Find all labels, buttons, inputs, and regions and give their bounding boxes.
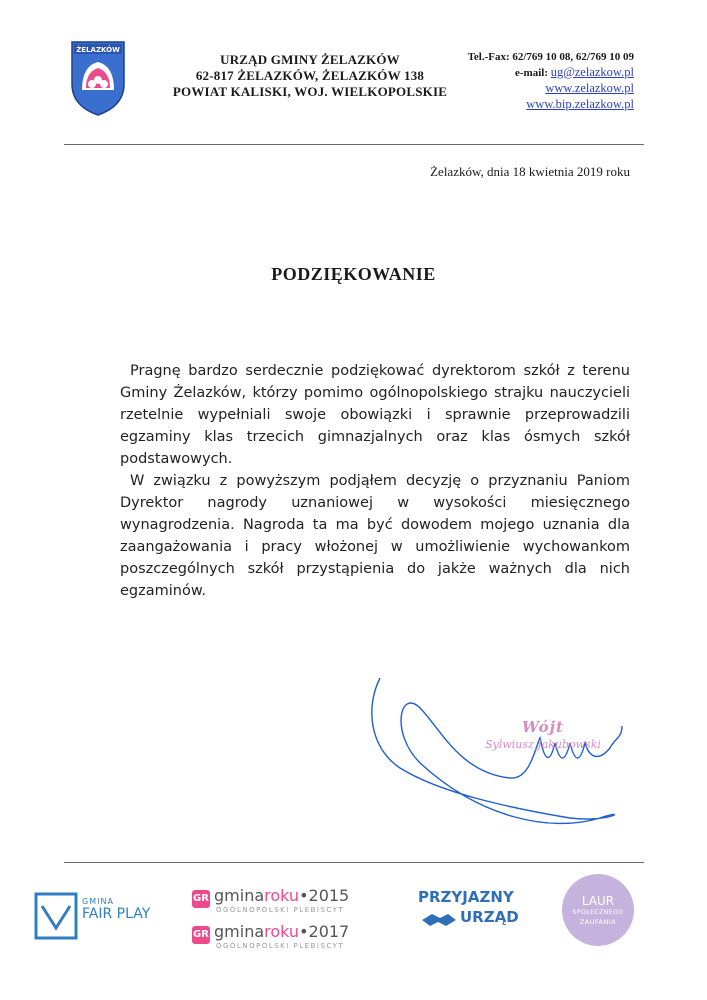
gmina-roku-wordmark: gminaroku•2015 <box>214 886 350 905</box>
municipality-crest-logo <box>68 38 128 118</box>
paragraph-1: Pragnę bardzo serdecznie podziękować dyrektorom szkół z terenu Gminy Żelazków, którzy pomimo ogólnopolskiego strajku nauczycieli rzetelnie wypełniali swoje obowiązki i sprawnie przeprowadzili egzaminy klas trzecich gimnazjalnych oraz klas ósmych szkół podstawowych. <box>120 363 630 467</box>
email-line <box>440 65 634 81</box>
phone-label: Tel.-Fax: <box>467 51 510 63</box>
fair-play-small-text: GMINA <box>82 897 114 906</box>
office-region: POWIAT KALISKI, WOJ. WIELKOPOLSKIE <box>172 84 448 99</box>
gmina-roku-wordmark: gminaroku•2017 <box>214 922 350 941</box>
office-address-block <box>160 52 460 100</box>
email-label: e-mail: <box>515 67 548 79</box>
przyjazny-urzad-logo <box>418 888 538 946</box>
laur-line2: SPOŁECZNEGO <box>572 909 624 916</box>
crest-label: ŻELAZKÓW <box>76 46 120 54</box>
gmina-roku-subtitle: OGÓLNOPOLSKI PLEBISCYT <box>216 942 345 950</box>
fair-play-big-text: FAIR PLAY <box>82 906 151 922</box>
gmina-roku-2015-logo <box>192 886 372 922</box>
contact-block <box>440 50 634 113</box>
footer-divider <box>64 862 644 863</box>
bip-website-link[interactable]: www.bip.zelazkow.pl <box>526 97 634 111</box>
signer-name: Sylwiusz Jakubowski <box>485 738 601 751</box>
phone-line <box>440 50 634 65</box>
place-and-date: Żelazków, dnia 18 kwietnia 2019 roku <box>430 164 630 179</box>
phone-value: 62/769 10 08, 62/769 10 09 <box>512 51 634 63</box>
gmina-roku-subtitle: OGÓLNOPOLSKI PLEBISCYT <box>216 906 345 914</box>
laur-line3: ZAUFANIA <box>579 918 617 926</box>
signer-role: Wójt <box>522 718 564 736</box>
przyjazny-line2: URZĄD <box>460 908 519 926</box>
gmina-roku-2017-logo <box>192 922 372 958</box>
handwritten-signature <box>360 668 660 843</box>
fair-play-logo-text <box>82 897 150 922</box>
signature-stamp <box>478 718 608 751</box>
website-link[interactable]: www.zelazkow.pl <box>545 81 634 95</box>
letter-title: PODZIĘKOWANIE <box>271 264 436 284</box>
gmina-roku-badge: GR <box>192 890 210 908</box>
signature-area <box>360 668 660 843</box>
gmina-roku-badge: GR <box>192 926 210 944</box>
letter-body <box>120 360 630 602</box>
paragraph-2: W związku z powyższym podjąłem decyzję o przyznaniu Paniom Dyrektor nagrody uznaniowej w wysokości miesięcznego wynagrodzenia. Nagroda ta ma być dowodem mojego uznania dla zaangażowania i pracy włożonej w umożliwienie wychowankom poszczególnych szkół przystąpienia do jakże ważnych dla nich egzaminów. <box>120 473 630 599</box>
email-link[interactable]: ug@zelazkow.pl <box>550 65 634 79</box>
laur-zaufania-logo <box>562 874 634 946</box>
przyjazny-line1: PRZYJAZNY <box>418 888 514 906</box>
header-divider <box>64 144 644 145</box>
laur-line1: LAUR <box>581 894 615 908</box>
office-street-address: 62-817 ŻELAZKÓW, ŻELAZKÓW 138 <box>195 68 425 83</box>
fair-play-logo-icon <box>34 892 78 940</box>
office-name: URZĄD GMINY ŻELAZKÓW <box>220 52 400 67</box>
handshake-icon <box>420 908 458 930</box>
